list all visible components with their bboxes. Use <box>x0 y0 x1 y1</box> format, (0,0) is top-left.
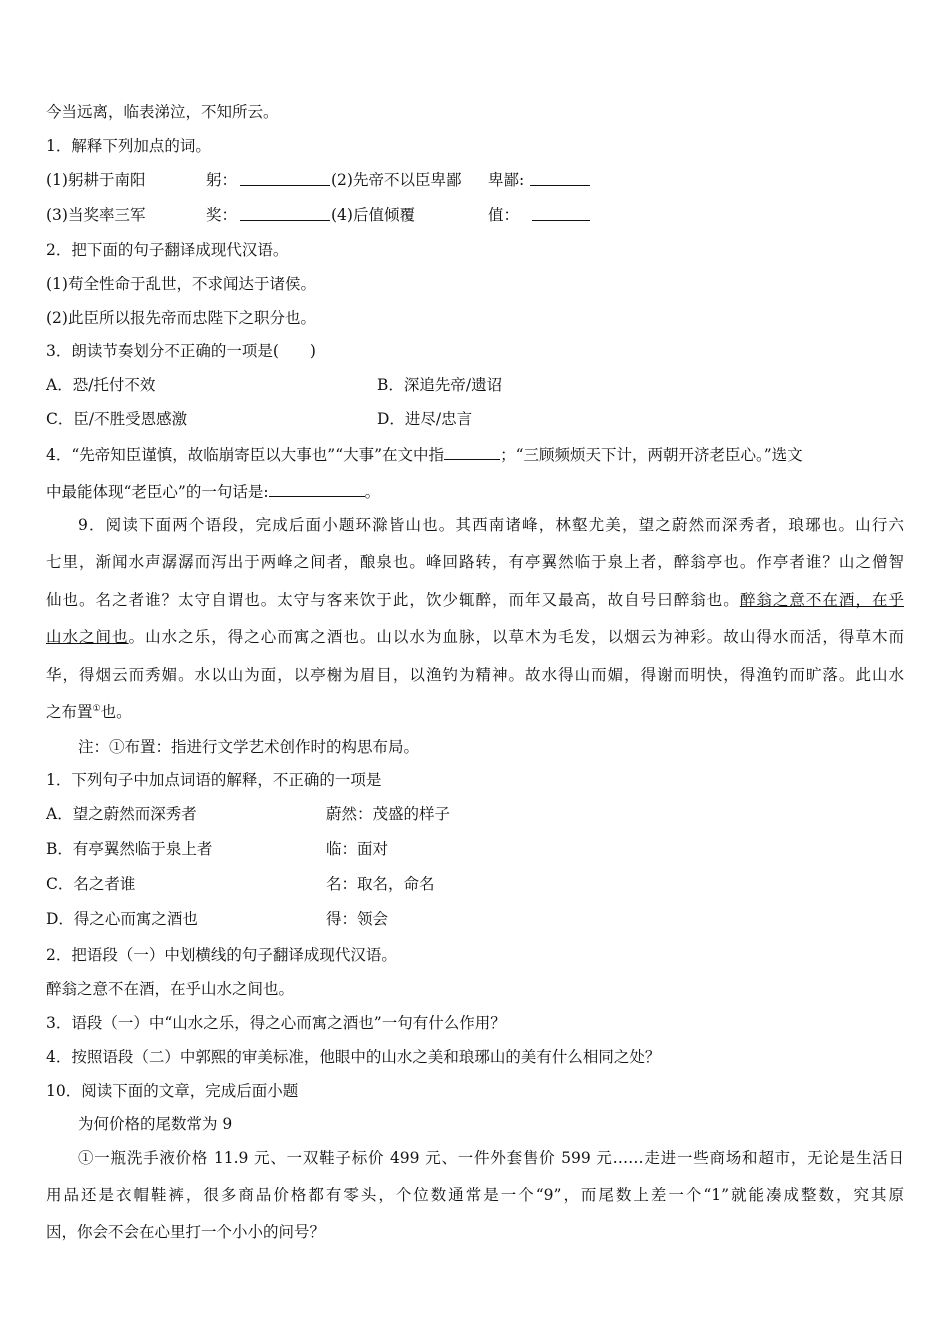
q4-text-b: ；“三顾频烦天下计，两朝开济老臣心。”选文 <box>500 446 803 464</box>
q9-text: 。山水之乐，得之心而寓之酒也。山以水为血脉，以草木为毛发，以烟云为神彩。故山得水而活，得草木而 <box>128 628 904 646</box>
q1-item-2-sentence: (2)先帝不以臣卑鄙 <box>331 171 462 189</box>
q9-question-1: 1．下列句子中加点词语的解释，不正确的一项是 <box>46 771 382 789</box>
q9-q1-option-c-gloss: 名：取名，命名 <box>326 875 435 893</box>
q1-item-1-word: 躬： <box>206 171 238 189</box>
q9-question-4: 4．按照语段（二）中郭熙的审美标准，他眼中的山水之美和琅琊山的美有什么相同之处？ <box>46 1048 661 1066</box>
q1-item-4-word: 值： <box>488 206 520 224</box>
q9-q1-option-b-gloss: 临：面对 <box>326 840 389 858</box>
answer-blank[interactable] <box>240 205 330 221</box>
answer-blank[interactable] <box>444 444 500 460</box>
q3-option-b: B．深追先帝/遗诏 <box>377 376 503 394</box>
q9-question-2: 2．把语段（一）中划横线的句子翻译成现代汉语。 <box>46 946 397 964</box>
q4-text-c: 中最能体现“老臣心”的一句话是: <box>46 483 269 501</box>
answer-blank[interactable] <box>532 205 590 221</box>
passage-closing-line: 今当远离，临表涕泣，不知所云。 <box>46 103 279 121</box>
q1-item-1-sentence: (1)躬耕于南阳 <box>46 171 146 189</box>
q9-q1-option-b: B．有亭翼然临于泉上者 <box>46 840 213 858</box>
q3-option-a: A．恐/托付不效 <box>46 376 156 394</box>
q9-q1-option-a: A．望之蔚然而深秀者 <box>46 805 197 823</box>
q1-item-4-sentence: (4)后值倾覆 <box>331 206 415 224</box>
article-paragraph-1-line-1: ①一瓶洗手液价格 11.9 元、一双鞋子标价 499 元、一件外套售价 599 元……走进一些商场和超市，无论是生活日 <box>78 1149 904 1167</box>
q2-sentence-1: (1)苟全性命于乱世，不求闻达于诸侯。 <box>46 275 316 293</box>
answer-blank[interactable] <box>240 170 330 186</box>
article-paragraph-1-line-3: 因，你会不会在心里打一个小小的问号？ <box>46 1223 326 1241</box>
q9-question-3: 3．语段（一）中“山水之乐，得之心而寓之酒也”一句有什么作用？ <box>46 1014 506 1032</box>
answer-blank[interactable] <box>269 481 365 497</box>
q9-text: 仙也。名之者谁？太守自谓也。太守与客来饮于此，饮少辄醉，而年又最高，故自号曰醉翁也。 <box>46 591 740 609</box>
q1-item-3-word: 奖： <box>206 206 238 224</box>
article-paragraph-1-line-2: 用品还是衣帽鞋裤，很多商品价格都有零头，个位数通常是一个“9”，而尾数上差一个“1”就能凑成整数，究其原 <box>46 1186 904 1204</box>
question-4-line-2: 中最能体现“老臣心”的一句话是: 。 <box>46 483 381 501</box>
q9-intro-line-1: 9．阅读下面两个语段，完成后面小题环滁皆山也。其西南诸峰，林壑尤美，望之蔚然而深秀者，琅琊也。山行六 <box>78 516 904 534</box>
question-2-heading: 2．把下面的句子翻译成现代汉语。 <box>46 241 289 259</box>
q9-q2-sentence: 醉翁之意不在酒，在乎山水之间也。 <box>46 980 295 998</box>
underlined-sentence: 山水之间也 <box>46 628 129 646</box>
q3-option-d: D．进尽/忠言 <box>377 410 473 428</box>
q9-q1-option-d-gloss: 得：领会 <box>326 910 389 928</box>
q9-intro-line-5: 华，得烟云而秀媚。水以山为面，以亭榭为眉目，以渔钓为精神。故水得山而媚，得谢而明快，得渔钓而旷落。此山水 <box>46 666 904 684</box>
answer-blank[interactable] <box>530 170 590 186</box>
q9-text: 也。 <box>100 703 132 721</box>
q9-intro-line-2: 七里，渐闻水声潺潺而泻出于两峰之间者，酿泉也。峰回路转，有亭翼然临于泉上者，醉翁亭也。作亭者谁？山之僧智 <box>46 553 904 571</box>
q9-intro-line-3 <box>46 590 904 610</box>
question-3-heading: 3．朗读节奏划分不正确的一项是( ) <box>46 342 316 360</box>
q9-footnote: 注：①布置：指进行文学艺术创作时的构思布局。 <box>78 738 420 756</box>
q3-option-c: C．臣/不胜受恩感激 <box>46 410 188 428</box>
q9-q1-option-a-gloss: 蔚然：茂盛的样子 <box>326 805 451 823</box>
q9-intro-line-6 <box>46 702 132 722</box>
underlined-sentence: 醉翁之意不在酒，在乎 <box>739 591 904 609</box>
q9-q1-option-d: D．得之心而寓之酒也 <box>46 910 198 928</box>
q2-sentence-2: (2)此臣所以报先帝而忠陛下之职分也。 <box>46 309 316 327</box>
footnote-marker: ① <box>92 703 101 714</box>
q4-text-a: 4．“先帝知臣谨慎，故临崩寄臣以大事也”“大事”在文中指 <box>46 446 445 464</box>
q9-intro-line-4 <box>46 627 904 647</box>
article-title: 为何价格的尾数常为 9 <box>78 1115 233 1133</box>
q1-item-2-word: 卑鄙: <box>488 171 525 189</box>
q9-q1-option-c: C．名之者谁 <box>46 875 136 893</box>
question-1-heading: 1．解释下列加点的词。 <box>46 137 211 155</box>
question-4-line-1 <box>46 444 803 465</box>
q1-item-3-sentence: (3)当奖率三军 <box>46 206 146 224</box>
q9-text: 之布置 <box>46 703 93 721</box>
q10-heading: 10．阅读下面的文章，完成后面小题 <box>46 1082 299 1100</box>
